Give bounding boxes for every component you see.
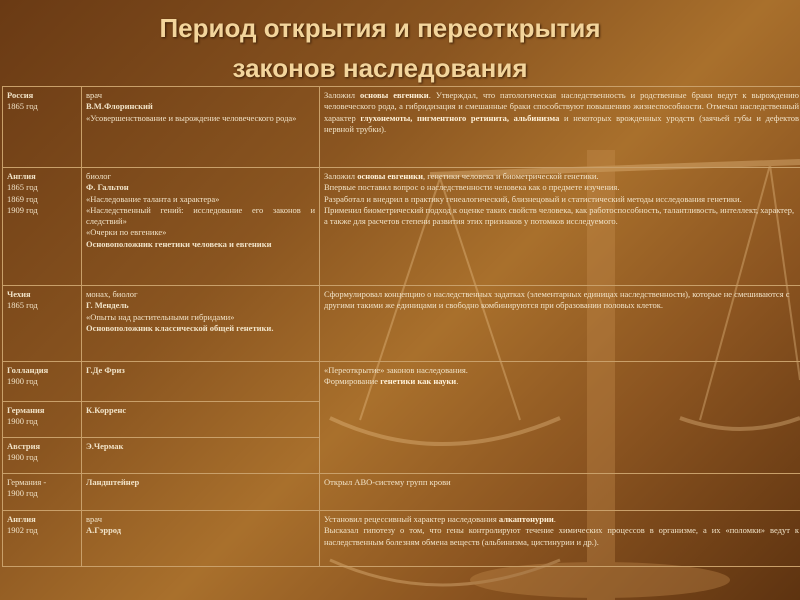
country-name: Германия -: [7, 477, 47, 487]
scientist-name: К.Корренс: [86, 405, 127, 415]
scientist-cell: [82, 362, 320, 402]
year: 1865 год: [7, 300, 38, 311]
country-cell: [3, 438, 82, 474]
description-cell: [320, 362, 800, 474]
description-line: Разработал и внедрил в практику генеалогический, близнецовый и статистический методы исследования генетики.: [324, 193, 742, 204]
country-name: Англия: [7, 171, 36, 181]
page-title: [0, 8, 760, 88]
description-line: Сформулировал концепцию о наследственных задатках (элементарных единицах наследственности), которые не смешиваются с другими такими же единицами и свободно комбинируются при образовании половых клеток.: [324, 289, 790, 311]
work-title: «Очерки по евгенике»: [86, 227, 167, 238]
role: врач: [86, 514, 102, 524]
work-title: «Усовершенствование и вырождение человеческого рода»: [86, 112, 297, 123]
country-cell: [3, 87, 82, 168]
year: 1865 год: [7, 101, 38, 112]
description-cell: [320, 87, 800, 168]
year: 1900 год: [7, 488, 38, 499]
country-cell: [3, 362, 82, 402]
year: 1902 год: [7, 525, 38, 536]
text: . Утверждал, что патологическая наследственность и родственные браки ведут к вырождению человеческого рода, а гибридизация и смешанные браки способствуют повышению жизнеспособности. Отмечал наследственный характер: [324, 90, 799, 123]
text: Установил рецессивный характер наследования: [324, 514, 499, 524]
scientist-name: Э.Чермак: [86, 441, 124, 451]
country-name: Германия: [7, 405, 45, 415]
text: Заложил: [324, 171, 358, 181]
country-cell: [3, 474, 82, 511]
scientist-name: Ф. Гальтон: [86, 182, 129, 193]
role: биолог: [86, 171, 111, 181]
work-title: «Наследование таланта и характера»: [86, 193, 220, 204]
description-cell: [320, 511, 800, 567]
work-title: «Наследственный гений: исследование его законов и следствий»: [86, 204, 315, 227]
year: 1900 год: [7, 452, 38, 463]
table-row: [3, 168, 800, 286]
founder-note: Основоположник генетики человека и евгеники: [86, 238, 272, 249]
table-row: [3, 362, 800, 402]
country-name: Чехия: [7, 289, 31, 299]
description-line: «Переоткрытие» законов наследования.: [324, 365, 468, 375]
heredity-table: [2, 86, 800, 567]
scientist-cell: [82, 402, 320, 438]
description-line: Открыл АВО-систему групп крови: [324, 477, 451, 487]
scientist-cell: [82, 168, 320, 286]
table-row: [3, 474, 800, 511]
country-name: Голландия: [7, 365, 49, 375]
text: Заложил: [324, 90, 361, 100]
country-name: Россия: [7, 90, 34, 100]
work-title: «Опыты над растительными гибридами»: [86, 311, 235, 322]
role: врач: [86, 90, 102, 100]
emphasis: глухонемоты, пигментного ретинита, альбинизма: [360, 112, 560, 123]
emphasis: алкаптонурии: [498, 514, 554, 524]
description-line: Применил биометрический подход к оценке таких свойств человека, как работоспособность, талантливость, интеллект, характер, а также для расчетов степени развития этих признаков у потомков исследуемого.: [324, 204, 795, 227]
role: монах, биолог: [86, 289, 138, 299]
emphasis: основы евгеники: [360, 90, 429, 100]
table-row: [3, 511, 800, 567]
title-line-2: законов наследования: [232, 53, 528, 83]
description-line: Впервые поставил вопрос о наследственности человека как о предмете изучения.: [324, 182, 620, 193]
text: , генетики человека и биометрической генетики.: [422, 171, 599, 181]
year: 1900 год: [7, 376, 38, 387]
emphasis: генетики как науки: [380, 376, 457, 387]
country-cell: [3, 511, 82, 567]
text: и некоторых врожденных уродств (заячьей губы и дефектов нервной трубки).: [324, 112, 799, 134]
year: 1900 год: [7, 416, 38, 427]
text: Формирование: [324, 376, 381, 387]
description-cell: [320, 286, 800, 362]
scientist-name: Г.Де Фриз: [86, 365, 125, 375]
scientist-cell: [82, 511, 320, 567]
founder-note: Основоположник классической общей генетики.: [86, 322, 274, 333]
description-line: Высказал гипотезу о том, что гены контролируют течение химических процессов в организме, а их «поломки» ведут к наследственным болезням обмена веществ (альбинизма, цистинурии и др.).: [324, 525, 799, 547]
text: .: [553, 514, 556, 524]
year: 1909 год: [7, 204, 38, 215]
country-cell: [3, 168, 82, 286]
country-cell: [3, 402, 82, 438]
emphasis: основы евгеники: [357, 171, 423, 181]
scientist-name: Г. Мендель: [86, 300, 129, 311]
scientist-cell: [82, 438, 320, 474]
title-line-1: Период открытия и переоткрытия: [159, 13, 601, 43]
scientist-cell: [82, 474, 320, 511]
table-row: [3, 87, 800, 168]
text: .: [456, 376, 459, 387]
scientist-cell: [82, 286, 320, 362]
scientist-name: Ландштейнер: [86, 477, 140, 487]
description-cell: [320, 168, 800, 286]
country-cell: [3, 286, 82, 362]
country-name: Англия: [7, 514, 36, 524]
table-row: [3, 286, 800, 362]
scientist-cell: [82, 87, 320, 168]
scientist-name: В.М.Флоринский: [86, 101, 153, 112]
scientist-name: А.Гэррод: [86, 525, 122, 536]
country-name: Австрия: [7, 441, 41, 451]
description-cell: [320, 474, 800, 511]
year: 1869 год: [7, 193, 38, 204]
year: 1865 год: [7, 182, 38, 193]
